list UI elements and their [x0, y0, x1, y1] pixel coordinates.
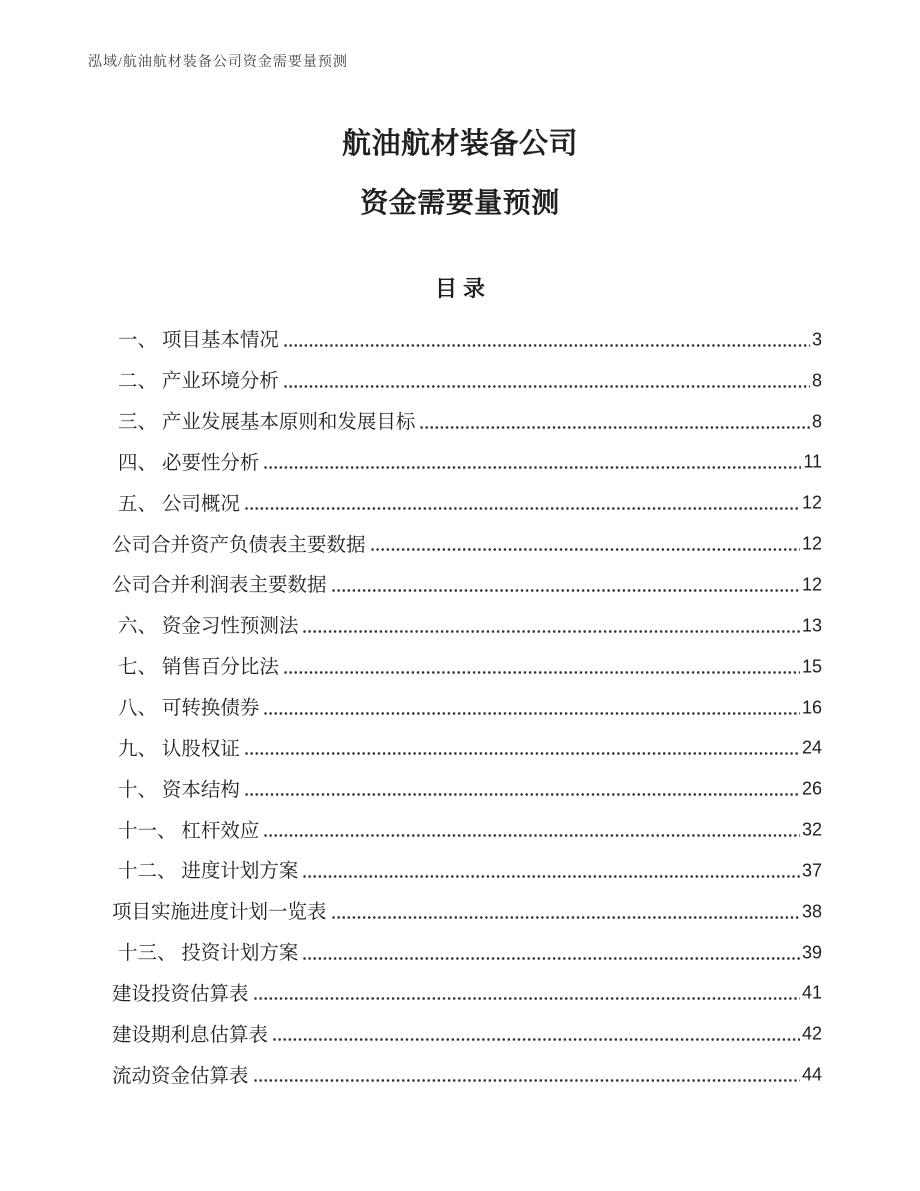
toc-leader-dots — [283, 385, 810, 388]
toc-entry-label: 公司合并利润表主要数据 — [112, 575, 327, 597]
toc-leader-dots — [370, 548, 800, 551]
toc-entry-label: 八、 可转换债券 — [118, 698, 260, 720]
toc-leader-dots — [253, 997, 800, 1000]
toc-entry-page: 8 — [811, 411, 822, 432]
toc-entry-label: 十二、 进度计划方案 — [118, 861, 299, 883]
toc-entry-page: 8 — [811, 370, 822, 391]
toc-entry[interactable] — [112, 1012, 822, 1053]
toc-entry-label: 十一、 杠杆效应 — [118, 820, 260, 842]
toc-leader-dots — [244, 507, 800, 510]
document-header-breadcrumb: 泓域/航油航材装备公司资金需要量预测 — [88, 55, 348, 70]
toc-leader-dots — [272, 1038, 800, 1041]
toc-entry-label: 建设期利息估算表 — [112, 1024, 269, 1046]
toc-leader-dots — [302, 875, 800, 878]
document-title-line1: 航油航材装备公司 — [341, 128, 578, 160]
toc-leader-dots — [331, 916, 800, 919]
toc-entry-label: 九、 认股权证 — [118, 738, 240, 760]
toc-leader-dots — [253, 1079, 800, 1082]
toc-entry-page: 3 — [811, 329, 822, 350]
toc-entry-page: 12 — [801, 492, 822, 513]
toc-entry-page: 11 — [803, 451, 822, 472]
toc-leader-dots — [283, 344, 810, 347]
toc-leader-dots — [244, 752, 800, 755]
toc-entry[interactable] — [112, 726, 822, 767]
toc-entry-page: 41 — [801, 982, 822, 1003]
toc-entry-label: 六、 资金习性预测法 — [118, 616, 299, 638]
toc-entry[interactable] — [112, 400, 822, 441]
toc-entry-page: 38 — [801, 901, 822, 922]
toc-entry[interactable] — [112, 441, 822, 482]
toc-entry-page: 42 — [801, 1023, 822, 1044]
toc-entry[interactable] — [112, 522, 822, 563]
toc-entry[interactable] — [112, 808, 822, 849]
toc-leader-dots — [263, 712, 800, 715]
toc-entry-page: 44 — [801, 1064, 822, 1085]
toc-entry-page: 39 — [801, 942, 822, 963]
toc-entry-label: 建设投资估算表 — [112, 983, 249, 1005]
toc-entry[interactable] — [112, 645, 822, 686]
toc-entry-label: 四、 必要性分析 — [118, 452, 260, 474]
toc-entry-label: 项目实施进度计划一览表 — [112, 902, 327, 924]
toc-entry-page: 32 — [801, 819, 822, 840]
toc-leader-dots — [244, 793, 800, 796]
toc-leader-dots — [331, 589, 800, 592]
toc-entry[interactable] — [112, 563, 822, 604]
toc-leader-dots — [263, 466, 801, 469]
document-title-line2: 资金需要量预测 — [360, 187, 560, 218]
toc-entry-page: 12 — [801, 533, 822, 554]
toc-entry-label: 七、 销售百分比法 — [118, 657, 279, 679]
toc-entry-page: 26 — [801, 778, 822, 799]
toc-leader-dots — [263, 834, 800, 837]
toc-entry-label: 二、 产业环境分析 — [118, 371, 279, 393]
toc-entry[interactable] — [112, 972, 822, 1013]
toc-entry-label: 十、 资本结构 — [118, 779, 240, 801]
toc-entry-label: 流动资金估算表 — [112, 1065, 249, 1087]
toc-entry[interactable] — [112, 359, 822, 400]
toc-entry[interactable] — [112, 1053, 822, 1094]
toc-list — [112, 318, 822, 1094]
toc-entry-label: 公司合并资产负债表主要数据 — [112, 534, 366, 556]
toc-entry[interactable] — [112, 318, 822, 359]
toc-entry-label: 十三、 投资计划方案 — [118, 943, 299, 965]
toc-leader-dots — [283, 671, 800, 674]
toc-entry-page: 24 — [801, 737, 822, 758]
toc-entry[interactable] — [112, 686, 822, 727]
toc-entry-page: 12 — [801, 574, 822, 595]
toc-entry-page: 15 — [801, 656, 822, 677]
toc-entry-page: 13 — [801, 615, 822, 636]
toc-entry[interactable] — [112, 767, 822, 808]
toc-entry[interactable] — [112, 849, 822, 890]
toc-entry-page: 37 — [801, 860, 822, 881]
toc-entry[interactable] — [112, 931, 822, 972]
toc-heading: 目录 — [434, 276, 491, 301]
toc-entry-label: 五、 公司概况 — [118, 493, 240, 515]
toc-entry[interactable] — [112, 604, 822, 645]
toc-entry[interactable] — [112, 890, 822, 931]
toc-leader-dots — [302, 957, 800, 960]
toc-entry-page: 16 — [801, 697, 822, 718]
toc-entry-label: 一、 项目基本情况 — [118, 330, 279, 352]
toc-leader-dots — [419, 426, 810, 429]
toc-entry-label: 三、 产业发展基本原则和发展目标 — [118, 412, 416, 434]
toc-leader-dots — [302, 630, 800, 633]
toc-entry[interactable] — [112, 481, 822, 522]
